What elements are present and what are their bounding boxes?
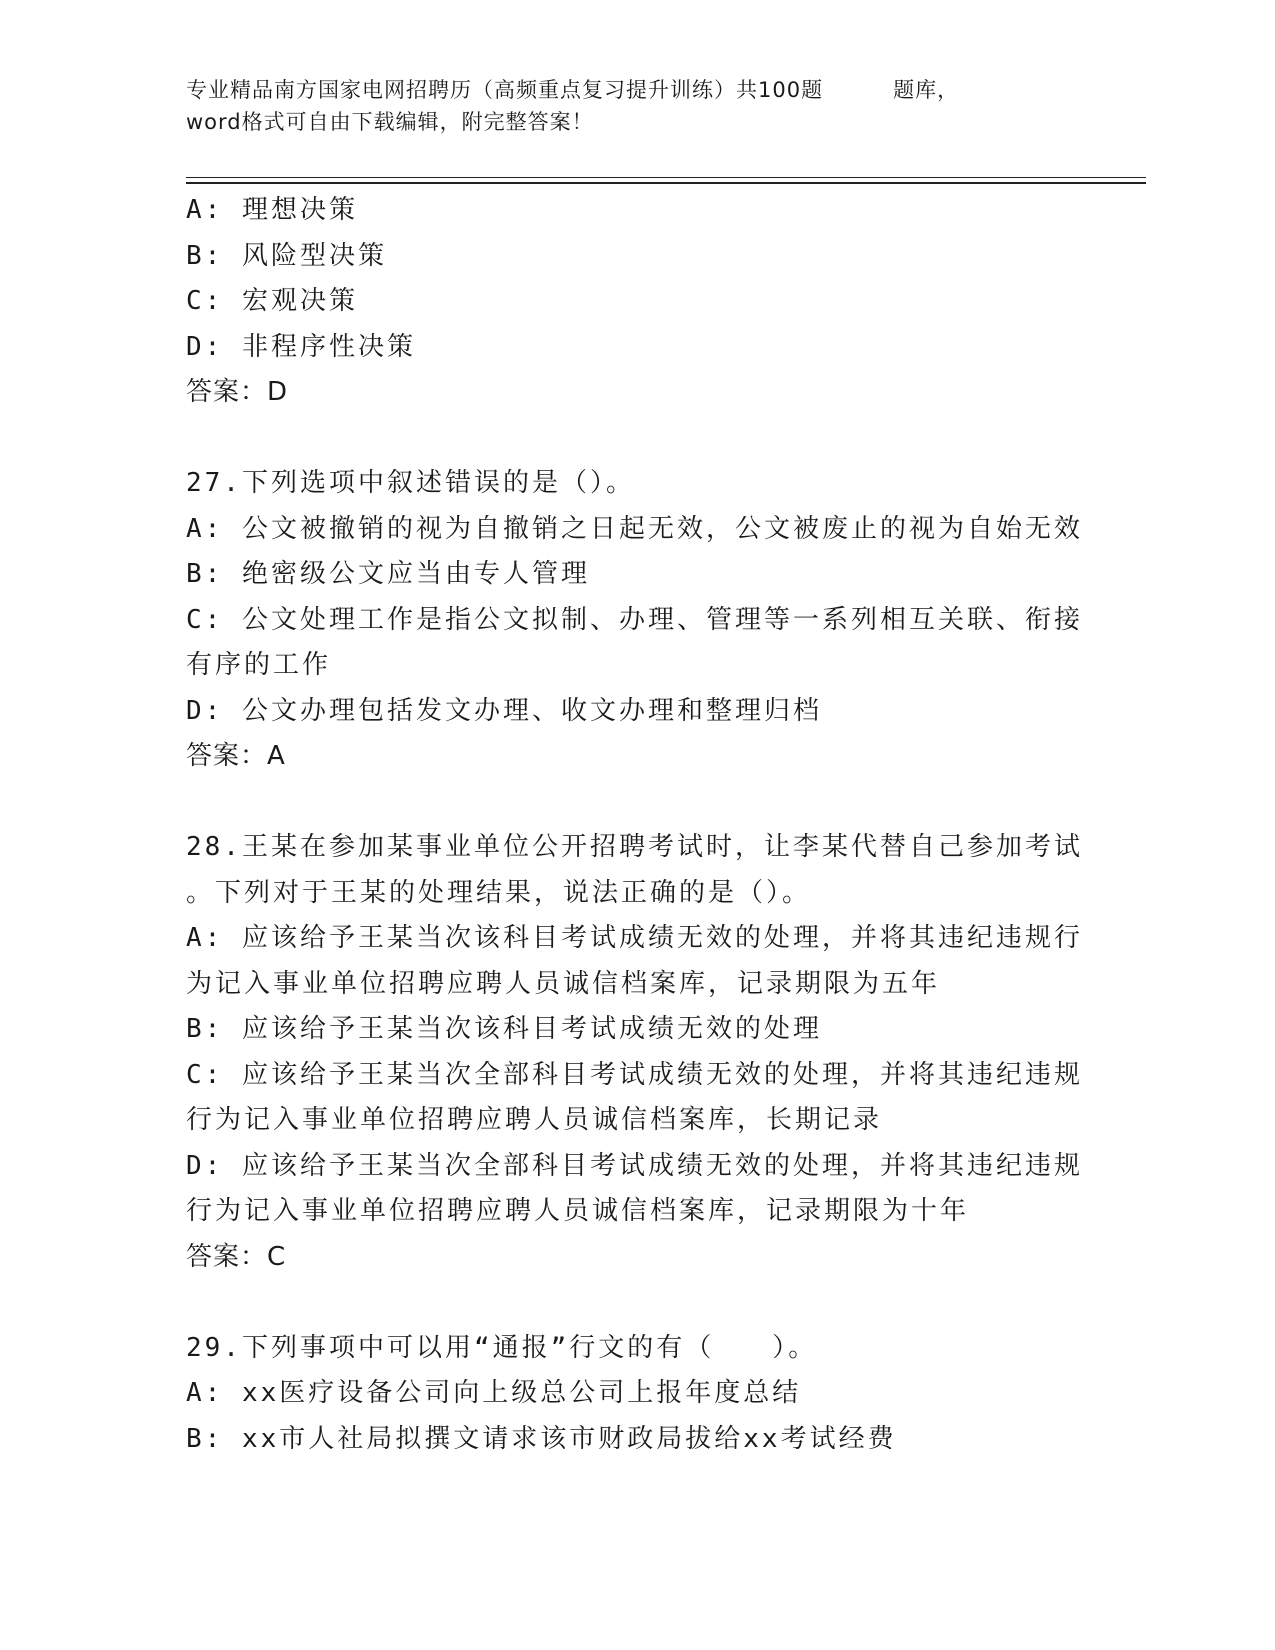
q29-option-b: B: xx市人社局拟撰文请求该市财政局拔给xx考试经费 <box>186 1423 897 1454</box>
q27-option-d: D: 公文办理包括发文办理、收文办理和整理归档 <box>186 695 822 726</box>
q28-option-a-line2: 为记入事业单位招聘应聘人员诚信档案库，记录期限为五年 <box>186 968 941 999</box>
q28-option-c-line1: C: 应该给予王某当次全部科目考试成绩无效的处理，并将其违纪违规 <box>186 1059 1083 1090</box>
q28-option-b: B: 应该给予王某当次该科目考试成绩无效的处理 <box>186 1014 822 1044</box>
header-title-line <box>186 74 1066 106</box>
q29-option-a: A: xx医疗设备公司向上级总公司上报年度总结 <box>186 1378 802 1408</box>
question-body <box>186 188 1086 1462</box>
q29-stem: 29.下列事项中可以用“通报”行文的有（ ）。 <box>186 1332 818 1363</box>
q26-option-a: A: 理想决策 <box>186 195 358 225</box>
q28-option-d-line2: 行为记入事业单位招聘应聘人员诚信档案库，记录期限为十年 <box>186 1196 970 1226</box>
header-title-text: 专业精品南方国家电网招聘历（高频重点复习提升训练）共100题 <box>186 78 824 102</box>
q27-option-b: B: 绝密级公文应当由专人管理 <box>186 559 590 589</box>
q28-option-c-line2: 行为记入事业单位招聘应聘人员诚信档案库，长期记录 <box>186 1105 883 1135</box>
document-header <box>186 74 1066 138</box>
header-divider-thick <box>186 182 1146 184</box>
header-divider-thin <box>186 177 1146 178</box>
q26-answer: 答案：D <box>186 377 289 407</box>
q27-stem: 27.下列选项中叙述错误的是（）。 <box>186 468 635 498</box>
q26-option-c: C: 宏观决策 <box>186 286 358 316</box>
q27-option-c-line2: 有序的工作 <box>186 650 332 680</box>
q26-option-d: D: 非程序性决策 <box>186 331 416 362</box>
header-title-suffix: 题库， <box>893 78 960 102</box>
q27-answer: 答案：A <box>186 741 286 771</box>
q26-option-b: B: 风险型决策 <box>186 240 387 271</box>
q27-option-a: A: 公文被撤销的视为自撤销之日起无效，公文被废止的视为自始无效 <box>186 513 1083 544</box>
q28-option-d-line1: D: 应该给予王某当次全部科目考试成绩无效的处理，并将其违纪违规 <box>186 1150 1083 1181</box>
q28-stem-line2: 。下列对于王某的处理结果，说法正确的是（）。 <box>186 877 812 908</box>
q27-option-c-line1: C: 公文处理工作是指公文拟制、办理、管理等一系列相互关联、衔接 <box>186 604 1083 635</box>
q28-stem-line1: 28.王某在参加某事业单位公开招聘考试时，让李某代替自己参加考试 <box>186 832 1083 862</box>
header-subtitle: word格式可自由下载编辑，附完整答案！ <box>186 110 594 134</box>
q28-option-a-line1: A: 应该给予王某当次该科目考试成绩无效的处理，并将其违纪违规行 <box>186 923 1083 953</box>
q28-answer: 答案：C <box>186 1241 287 1272</box>
